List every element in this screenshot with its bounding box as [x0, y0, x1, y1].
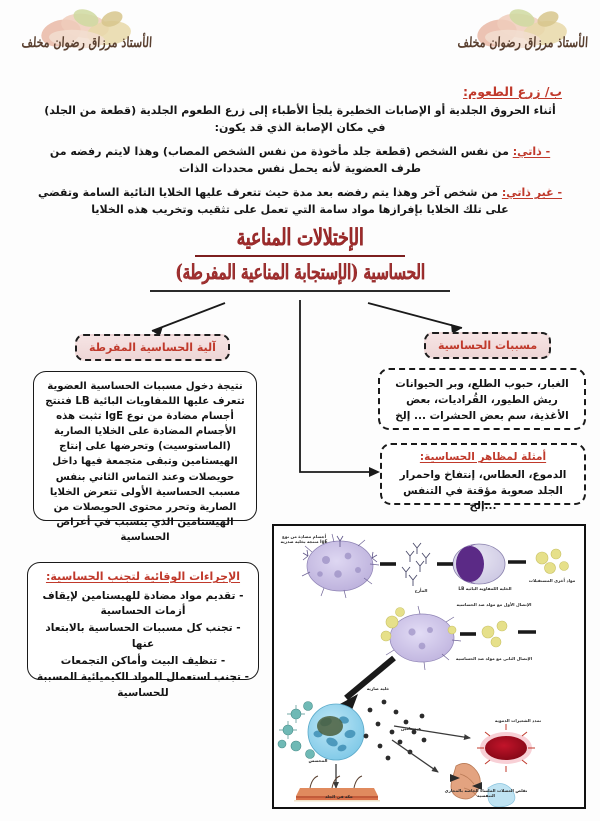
logo-signature-left: الأستاذ مرزاق رضوان مخلف: [21, 34, 153, 51]
list-item: - تقديم مواد مضادة للهيستامين لإيقاف أزمات الحساسية: [42, 589, 244, 618]
prevention-heading: الإجراءات الوقائية لتجنب الحساسية:: [45, 570, 241, 583]
allergen-spikes: [279, 705, 305, 739]
main-title-block: [0, 224, 600, 257]
bullet-nonself: [36, 184, 564, 218]
allergy-mechanism-diagram: [272, 524, 586, 809]
mast-cell-main-icon: [308, 704, 364, 760]
bullet-nonself-text: من شخص آخر وهذا يتم رفضه بعد مدة حيث تتعرف عليها الخلايا التائية السامة وتقضي على تلك الخلايا بإفرازها مواد سامة التي تعمل على تثقيب وتخريب هذه الخلايا: [37, 186, 509, 217]
bronchiole-icon: [450, 763, 515, 807]
list-item: - تجنب كل مسببات الحساسية بالابتعاد عنها: [45, 622, 241, 650]
label-mast-cell-main: خلية صارية: [366, 686, 390, 691]
section-heading-grafts: ب/ زرع الطعوم:: [463, 84, 562, 99]
prevention-box: [27, 562, 259, 699]
symptoms-text: الدموع، العطاس، إنتفاخ واحمرار الجلد صعوبة مؤقتة في التنفس ...إلخ: [399, 468, 567, 513]
label-capillary-dilation: تمدد الشعيرات الدموية: [494, 718, 542, 723]
label-histamine: هيستامين: [400, 726, 422, 731]
chip-causes[interactable]: مسببات الحساسية: [424, 332, 551, 359]
sub-title-block: [0, 259, 600, 292]
page-title: الإختلالات المناعية: [236, 224, 364, 252]
bullet-self-label: - ذاتي:: [512, 145, 551, 158]
label-mast-cell-1: مواد أخرى المستقبلات: [528, 578, 576, 583]
row2-arrows: [460, 632, 536, 634]
label-lb-cell: الخلية اللمفاوية البائية LB: [458, 586, 512, 591]
page-subtitle: الحساسية (الإستجابة المناعية المفرطة): [175, 259, 425, 285]
list-item: - تنظيف البيت وأماكن التجمعات: [60, 654, 226, 667]
granules-icon: [536, 549, 569, 574]
subtitle-underline: [150, 290, 450, 292]
label-smooth-muscle: تقلص العضلات الملساء الخاصة بالمجاري التنفسية: [444, 788, 528, 799]
prevention-list: [37, 589, 249, 702]
capillary-icon: [477, 724, 535, 772]
mechanism-box: نتيجة دخول مسببات الحساسية العضوية تتعرف عليها اللمفاويات البائية LB فتنتج أجسام مضادة من نوع IgE تثبت هذه الأجسام المضادة على الخلايا الصارية (الماستوسيت) وتحرضها على إنتاج الهيستامين وتبقى متجمعة فيها داخل حويصلات وعند التماس الثاني بنفس مسبب الحساسية الأولى تتعرض الخلايا الصارية وتحرر محتوى الحويصلات من الهيستامين الذي يتسبب في أعراض الحساسية: [33, 371, 257, 521]
b-lymphocyte-icon: [453, 544, 505, 584]
label-second-contact: الإتصال الثاني مع مولد ضد الحساسية: [455, 656, 533, 661]
label-antibodies-from-lb: أجسام مضادة من نوع IgE منتجة بخلية صدرية: [280, 534, 328, 545]
teacher-logo-right: [458, 8, 588, 80]
title-underline: [195, 255, 405, 257]
symptoms-heading: أمثلة لمظاهر الحساسية:: [419, 451, 547, 463]
bullet-self: [36, 143, 564, 177]
bullet-nonself-label: - غير ذاتي:: [501, 186, 563, 199]
symptoms-box: [380, 443, 586, 513]
ige-antibodies-icon: [402, 543, 430, 586]
teacher-logo-left: [22, 8, 152, 80]
intro-paragraph: أثناء الحروق الجلدية أو الإصابات الخطيرة يلجأ الأطباء إلى زرع الطعوم الجلدية (قطعة من الجلد) في مكان الإصابة الذي قد يكون:: [44, 104, 556, 135]
diagram-canvas: [274, 526, 584, 807]
label-first-contact: الإتصال الأول مع مولد ضد الحساسية: [456, 602, 532, 607]
chip-mechanism[interactable]: آلية الحساسية المفرطة: [75, 334, 230, 361]
causes-box: الغبار، حبوب الطلع، وبر الحيوانات ريش الطيور، القُراديات، بعض الأغذية، سم بعض الحشرات ... إلخ: [378, 368, 586, 430]
granules-released-icon: [482, 621, 507, 647]
list-item: - تجنب استعمال المواد الكيميائية المسببة للحساسية: [37, 671, 249, 699]
logo-signature-right: الأستاذ مرزاق رضوان مخلف: [457, 34, 589, 51]
label-allergen-1: المأرج: [414, 588, 428, 593]
label-allergen-grains: المحسس: [308, 758, 328, 763]
bullet-self-text: من نفس الشخص (قطعة جلد مأخوذة من نفس الشخص المصاب) وهذا لايتم رفضه من طرف العضوية لأنه يحمل نفس محددات الذات: [49, 145, 509, 176]
label-skin-itch: حكة في الجلد: [324, 794, 354, 799]
